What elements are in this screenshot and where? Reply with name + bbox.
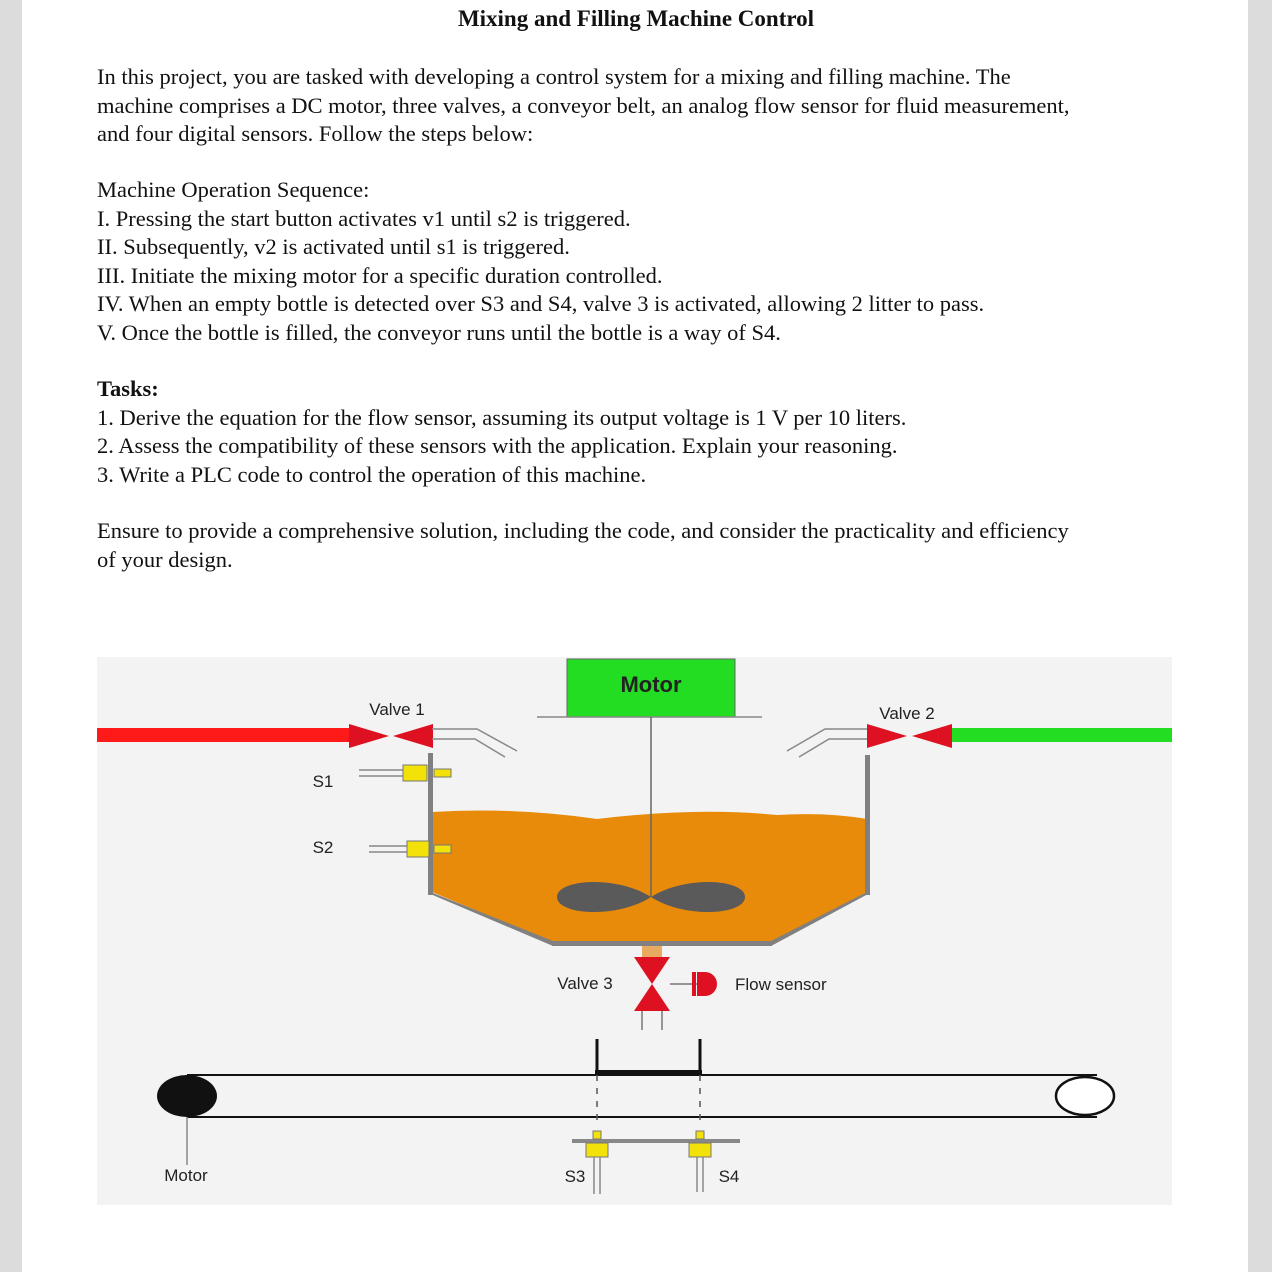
- closing-paragraph: [97, 517, 1177, 574]
- s3-label: S3: [564, 1167, 586, 1186]
- machine-diagram: [97, 657, 1172, 1205]
- sequence-step: IV. When an empty bottle is detected over S3 and S4, valve 3 is activated, allowing 2 litter to pass.: [97, 291, 985, 316]
- document-title: Mixing and Filling Machine Control: [457, 6, 815, 31]
- valve-2-label: Valve 2: [879, 704, 935, 723]
- s2-label: S2: [312, 838, 334, 857]
- task-item: 3. Write a PLC code to control the operation of this machine.: [97, 461, 647, 487]
- inlet-pipe-red: [97, 728, 349, 742]
- intro-paragraph: [97, 63, 1177, 149]
- flow-sensor-label: Flow sensor: [735, 975, 827, 994]
- task-item: 1. Derive the equation for the flow sensor, assuming its output voltage is 1 V per 10 liters.: [97, 404, 907, 430]
- valve-1-label: Valve 1: [369, 700, 425, 719]
- sequence-step: II. Subsequently, v2 is activated until s1 is triggered.: [97, 234, 570, 259]
- sensor-mount-bar: [572, 1139, 740, 1143]
- tasks-heading: Tasks:: [97, 376, 159, 401]
- inlet-pipe-green: [952, 728, 1172, 742]
- intro-line: machine comprises a DC motor, three valves, a conveyor belt, an analog flow sensor for fluid measurement,: [97, 92, 1070, 118]
- closing-line: Ensure to provide a comprehensive solution, including the code, and consider the practicality and efficiency: [97, 518, 1069, 543]
- flow-sensor-icon: [692, 972, 696, 996]
- valve-3-label: Valve 3: [557, 974, 613, 993]
- idler-roller: [1056, 1077, 1114, 1115]
- motor-label: Motor: [620, 672, 682, 697]
- s4-label: S4: [718, 1167, 740, 1186]
- task-item: 2. Assess the compatibility of these sensors with the application. Explain your reasoning.: [97, 433, 898, 458]
- sequence-step: V. Once the bottle is filled, the conveyor runs until the bottle is a way of S4.: [97, 319, 781, 345]
- s1-label: S1: [312, 772, 334, 791]
- sequence-step: III. Initiate the mixing motor for a specific duration controlled.: [97, 262, 663, 288]
- intro-line: and four digital sensors. Follow the steps below:: [97, 121, 534, 146]
- sequence-step: I. Pressing the start button activates v1 until s2 is triggered.: [97, 205, 631, 231]
- tasks-section: [97, 375, 1177, 489]
- closing-line: of your design.: [97, 546, 233, 572]
- conveyor-motor-label: Motor: [164, 1166, 208, 1185]
- tank-outlet: [642, 946, 662, 957]
- intro-line: In this project, you are tasked with developing a control system for a mixing and filling machine. The: [97, 64, 1011, 89]
- sequence-section: [97, 176, 1177, 347]
- drive-roller: [157, 1075, 217, 1117]
- sequence-heading: Machine Operation Sequence:: [97, 177, 370, 202]
